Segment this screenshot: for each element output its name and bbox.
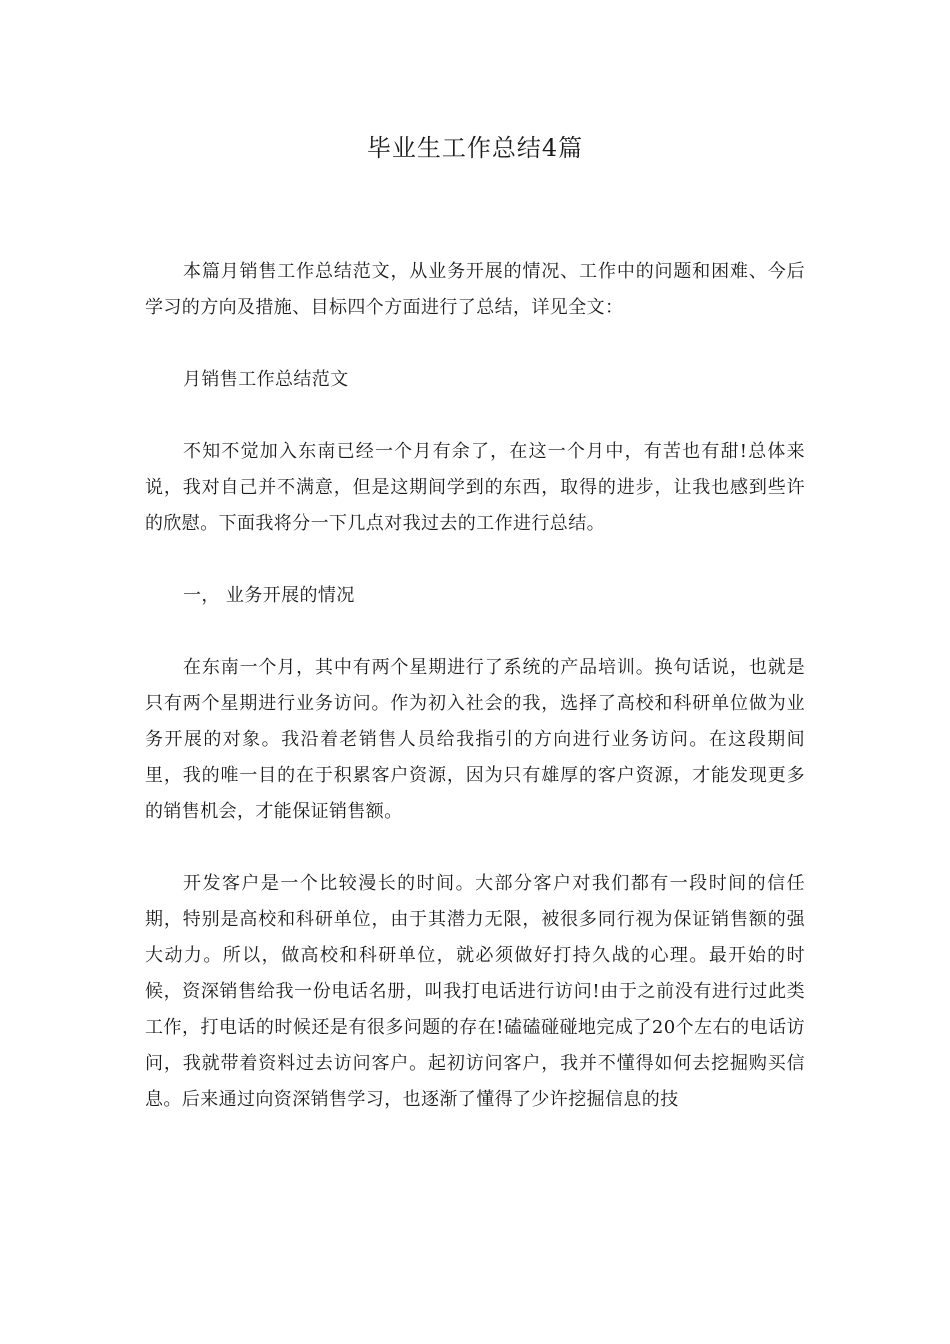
document-title: 毕业生工作总结4篇: [366, 134, 584, 162]
intro-paragraph: 本篇月销售工作总结范文，从业务开展的情况、工作中的问题和困难、今后学习的方向及措施、目标四个方面进行了总结，详见全文：: [145, 261, 805, 318]
section-heading: 一， 业务开展的情况: [183, 585, 355, 606]
body-paragraph: 开发客户是一个比较漫长的时间。大部分客户对我们都有一段时间的信任期，特别是高校和科研单位，由于其潜力无限，被很多同行视为保证销售额的强大动力。所以，做高校和科研单位，就必须做好打持久战的心理。最开始的时候，资深销售给我一份电话名册，叫我打电话进行访问!由于之前没有进行过此类工作，打电话的时候还是有很多问题的存在!磕磕碰碰地完成了20个左右的电话访问，我就带着资料过去访问客户。起初访问客户，我并不懂得如何去挖掘购买信息。后来通过向资深销售学习，也逐渐了懂得了少许挖掘信息的技: [145, 873, 805, 1110]
document-body: [145, 254, 805, 1118]
section-heading: 月销售工作总结范文: [183, 369, 349, 390]
body-paragraph: 在东南一个月，其中有两个星期进行了系统的产品培训。换句话说，也就是只有两个星期进行业务访问。作为初入社会的我，选择了高校和科研单位做为业务开展的对象。我沿着老销售人员给我指引的方向进行业务访问。在这段期间里，我的唯一目的在于积累客户资源，因为只有雄厚的客户资源，才能发现更多的销售机会，才能保证销售额。: [145, 657, 805, 822]
body-paragraph: 不知不觉加入东南已经一个月有余了，在这一个月中，有苦也有甜!总体来说，我对自己并不满意，但是这期间学到的东西，取得的进步，让我也感到些许的欣慰。下面我将分一下几点对我过去的工作进行总结。: [145, 441, 805, 534]
